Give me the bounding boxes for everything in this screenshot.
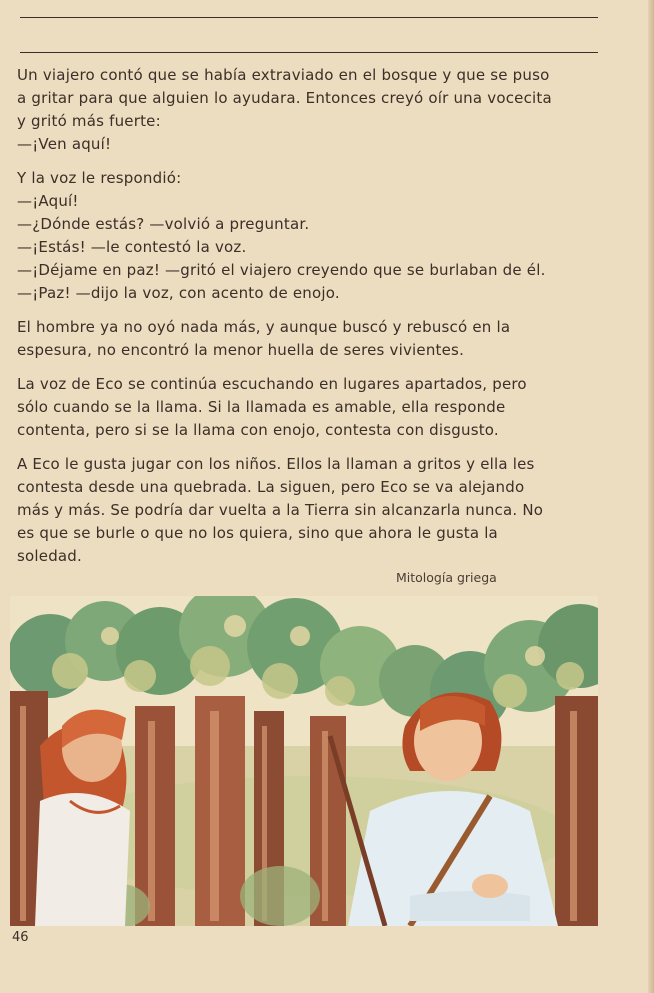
forest-illustration (10, 596, 598, 926)
story-text (17, 64, 607, 579)
paragraph-2 (17, 167, 607, 305)
text-line: El hombre ya no oyó nada más, y aunque buscó y rebuscó en la (17, 318, 511, 336)
page-edge (648, 0, 654, 993)
text-line: y gritó más fuerte: (17, 112, 161, 130)
source-attribution: Mitología griega (396, 570, 497, 585)
text-line: A Eco le gusta jugar con los niños. Ellos la llaman a gritos y ella les (17, 455, 535, 473)
text-line: es que se burle o que no los quiera, sino que ahora le gusta la (17, 524, 498, 542)
second-rule (20, 52, 598, 53)
text-line: contenta, pero si se la llama con enojo, contesta con disgusto. (17, 421, 499, 439)
paragraph-1 (17, 64, 607, 156)
text-line: —¡Aquí! (17, 192, 79, 210)
text-line: —¿Dónde estás? —volvió a preguntar. (17, 215, 310, 233)
text-line: a gritar para que alguien lo ayudara. Entonces creyó oír una vocecita (17, 89, 552, 107)
text-line: Un viajero contó que se había extraviado en el bosque y que se puso (17, 66, 550, 84)
paragraph-3 (17, 316, 607, 362)
paragraph-4 (17, 373, 607, 442)
text-line: La voz de Eco se continúa escuchando en lugares apartados, pero (17, 375, 527, 393)
top-rule (20, 17, 598, 18)
page-number: 46 (12, 930, 29, 945)
text-line: más y más. Se podría dar vuelta a la Tierra sin alcanzarla nunca. No (17, 501, 544, 519)
text-line: contesta desde una quebrada. La siguen, pero Eco se va alejando (17, 478, 525, 496)
text-line: —¡Déjame en paz! —gritó el viajero creyendo que se burlaban de él. (17, 261, 546, 279)
text-line: —¡Estás! —le contestó la voz. (17, 238, 247, 256)
text-line: soledad. (17, 547, 82, 565)
text-line: Y la voz le respondió: (17, 169, 182, 187)
paragraph-5 (17, 453, 607, 568)
text-line: —¡Paz! —dijo la voz, con acento de enojo. (17, 284, 340, 302)
text-line: sólo cuando se la llama. Si la llamada es amable, ella responde (17, 398, 506, 416)
eco-figure (35, 710, 130, 926)
text-line: espesura, no encontró la menor huella de seres vivientes. (17, 341, 465, 359)
text-line: —¡Ven aquí! (17, 135, 112, 153)
